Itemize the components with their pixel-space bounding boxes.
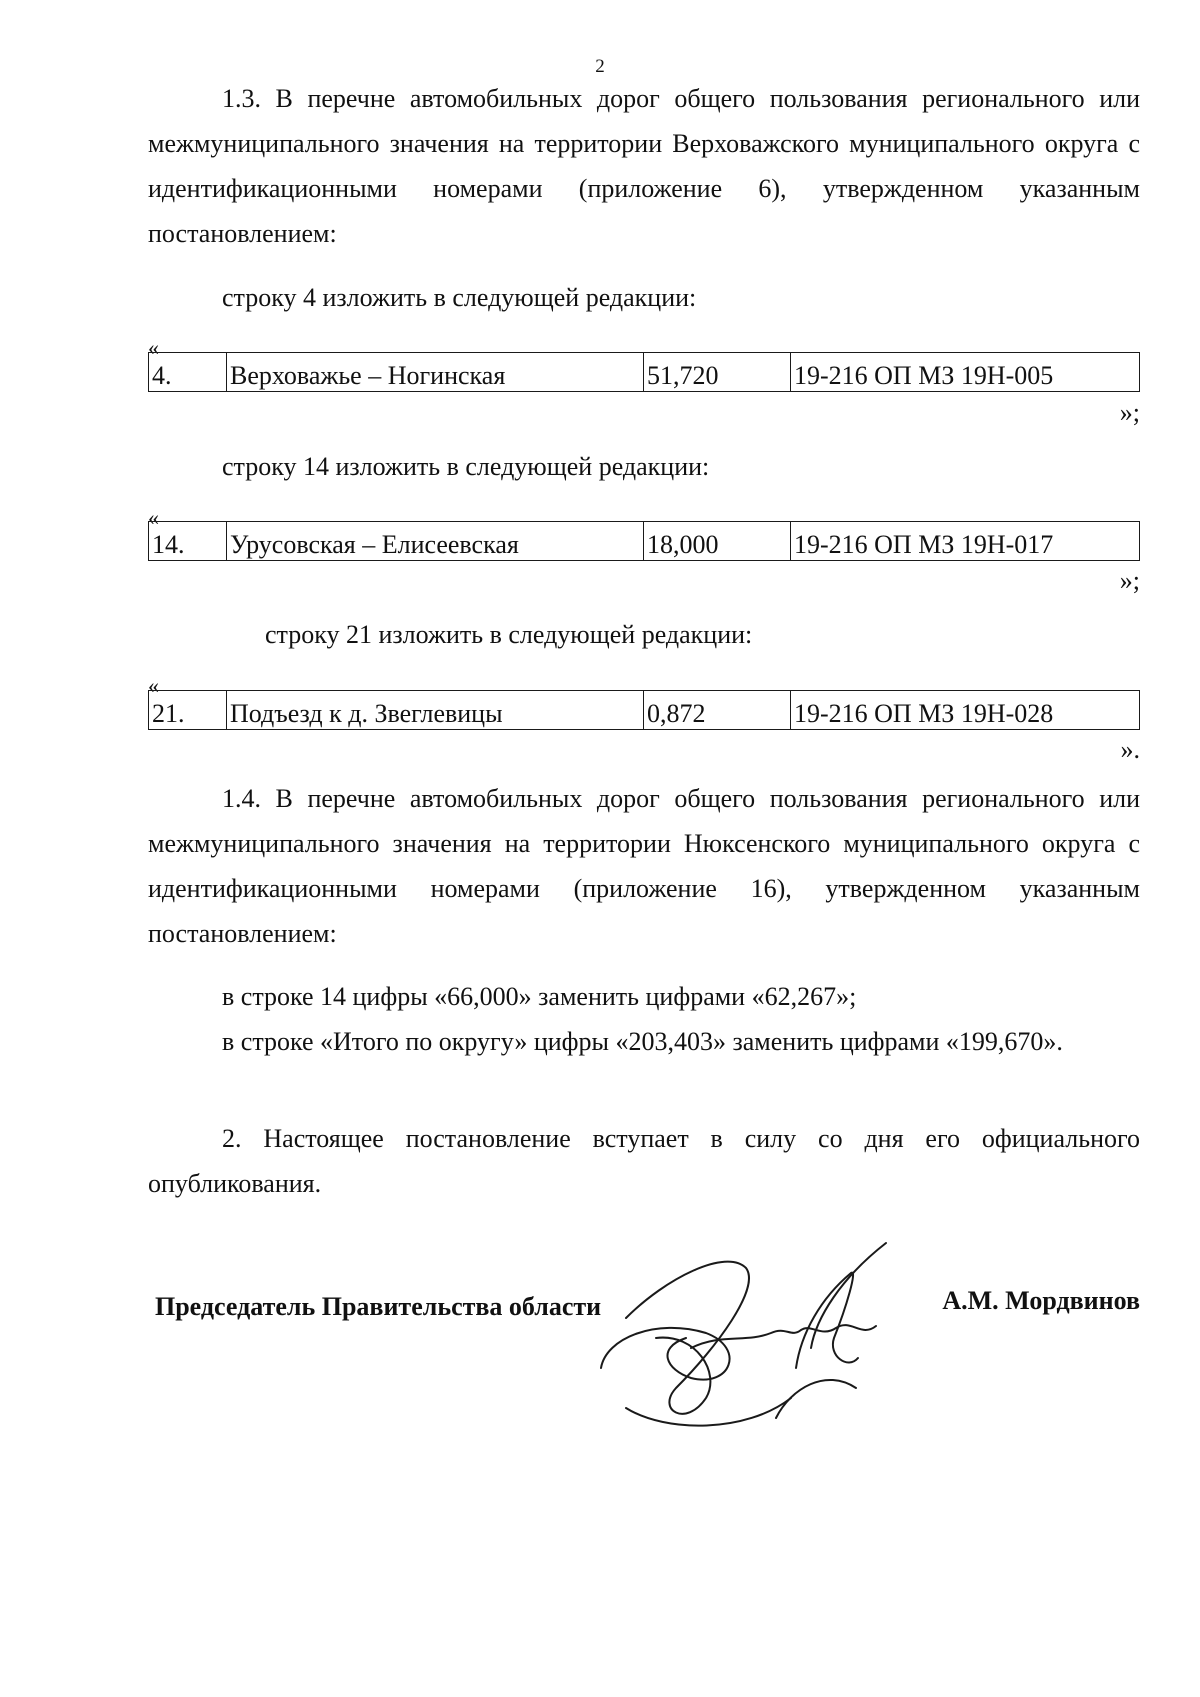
road-name: Урусовская – Елисеевская	[227, 522, 644, 561]
instruction-row-14: строку 14 изложить в следующей редакции:	[222, 452, 710, 481]
table-row	[149, 522, 1140, 561]
table-row	[149, 691, 1140, 730]
section-1-4-item-1: в строке 14 цифры «66,000» заменить цифрами «62,267»;	[222, 982, 857, 1011]
road-length: 51,720	[644, 353, 791, 392]
road-length: 0,872	[644, 691, 791, 730]
open-quote-row-14: «	[148, 505, 159, 530]
section-1-3-intro: 1.3. В перечне автомобильных дорог общего пользования регионального или межмуниципального значения на территории Верховажского муниципального округа с идентификационными номерами (приложение 6), утвержденном указанным постановлением:	[148, 84, 1140, 248]
close-quote-row-14: »;	[1119, 566, 1140, 595]
open-quote-row-4: «	[148, 335, 159, 360]
road-table-row-4	[148, 352, 1140, 392]
road-table-row-21	[148, 690, 1140, 730]
road-name: Подъезд к д. Звеглевицы	[227, 691, 644, 730]
open-quote-row-21: «	[148, 673, 159, 698]
table-row	[149, 353, 1140, 392]
road-id: 19-216 ОП МЗ 19Н-028	[791, 691, 1140, 730]
signatory-title: Председатель Правительства области	[155, 1292, 602, 1321]
instruction-row-21: строку 21 изложить в следующей редакции:	[265, 620, 753, 649]
signatory-name: А.М. Мордвинов	[942, 1286, 1140, 1315]
section-1-4-intro: 1.4. В перечне автомобильных дорог общего пользования регионального или межмуниципального значения на территории Нюксенского муниципального округа с идентификационными номерами (приложение 16), утвержденном указанным постановлением:	[148, 784, 1140, 948]
handwritten-signature	[596, 1238, 926, 1438]
close-quote-row-21: ».	[1120, 735, 1140, 764]
row-number: 4.	[149, 353, 227, 392]
close-quote-row-4: »;	[1119, 398, 1140, 427]
road-length: 18,000	[644, 522, 791, 561]
instruction-row-4: строку 4 изложить в следующей редакции:	[222, 283, 697, 312]
row-number: 14.	[149, 522, 227, 561]
page-number: 2	[595, 56, 605, 77]
road-id: 19-216 ОП МЗ 19Н-017	[791, 522, 1140, 561]
section-1-4-item-2: в строке «Итого по округу» цифры «203,403» заменить цифрами «199,670».	[222, 1027, 1063, 1056]
road-id: 19-216 ОП МЗ 19Н-005	[791, 353, 1140, 392]
section-2: 2. Настоящее постановление вступает в силу со дня его официального опубликования.	[148, 1124, 1140, 1198]
road-name: Верховажье – Ногинская	[227, 353, 644, 392]
road-table-row-14	[148, 521, 1140, 561]
row-number: 21.	[149, 691, 227, 730]
